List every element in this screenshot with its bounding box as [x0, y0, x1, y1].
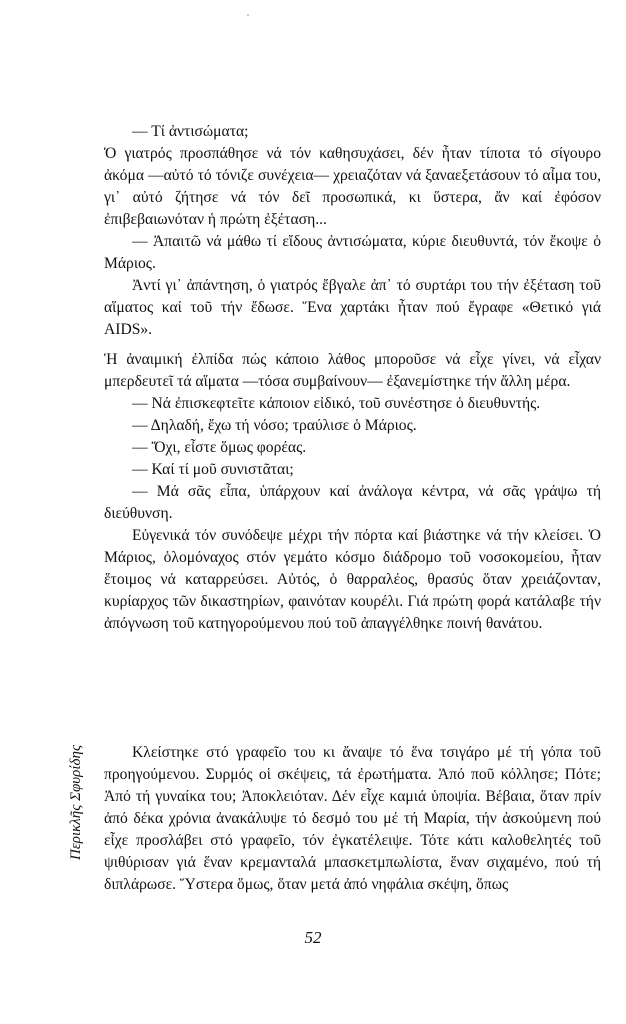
page-number: 52 — [304, 928, 322, 947]
paragraph: Κλείστηκε στό γραφεῖο του κι ἄναψε τό ἕνα τσιγάρο μέ τή γόπα τοῦ προηγούμενου. Συρμός οἱ σκέψεις, τά ἐρωτήματα. Ἀπό ποῦ κόλλησε; Πότε; Ἀπό τή γυναίκα του; Ἀποκλειόταν. Δέν εἶχε καμιά ὑποψία. Βέβαια, ὅταν πρίν ἀπό δέκα χρόνια ἀνακάλυψε τό δεσμό του μέ τή Μαρία, τήν ἀσκούμενη πού εἶχε προσλάβει στό γραφεῖο, τόν ἐγκατέλειψε. Τότε κάτι καλοθελητές τοῦ ψιθύρισαν γιά ἕναν κρεμανταλά μπασκετμπωλίστα, ἕναν σιχαμένο, πού τή διπλάρωσε. Ὕστερα ὅμως, ὅταν μετά ἀπό νηφάλια σκέψη, ὅπως — [104, 744, 601, 893]
paragraph: — Δηλαδή, ἔχω τή νόσο; τραύλισε ὁ Μάριος. — [132, 417, 417, 434]
paragraph: — Νά ἐπισκεφτεῖτε κάποιον εἰδικό, τοῦ συνέστησε ὁ διευθυντής. — [132, 395, 541, 412]
side-author-name: Περικλῆς Σφυρίδης — [68, 744, 84, 860]
paragraph: — Τί ἀντισώματα; — [132, 123, 249, 140]
paragraph: — Ὄχι, εἶστε ὅμως φορέας. — [132, 439, 307, 456]
paragraph: — Μά σᾶς εἶπα, ὑπάρχουν καί ἀνάλογα κέντρα, νά σᾶς γράψω τή διεύθυνση. — [104, 483, 601, 522]
paragraph: Ἡ ἀναιμική ἐλπίδα πώς κάποιο λάθος μποροῦσε νά εἶχε γίνει, νά εἶχαν μπερδευτεῖ τά αἵματα —τόσα συμβαίνουν— ἐξανεμίστηκε τήν ἄλλη μέρα. — [104, 351, 601, 390]
paragraph: — Καί τί μοῦ συνιστᾶται; — [132, 461, 294, 478]
paragraph: Εὐγενικά τόν συνόδεψε μέχρι τήν πόρτα καί βιάστηκε νά τήν κλείσει. Ὁ Μάριος, ὁλομόναχος στόν γεμάτο κόσμο διάδρομο τοῦ νοσοκομείου, ἦταν ἕτοιμος νά καταρρεύσει. Αὐτός, ὁ θαρραλέος, θρασύς ὅταν χρειάζονταν, κυρίαρχος τῶν δικαστηρίων, φαινόταν κουρέλι. Γιά πρώτη φορά κατάλαβε τήν ἀπόγνωση τοῦ κατηγορούμενου πού τοῦ ἀπαγγέλθηκε ποινή θανάτου. — [104, 527, 601, 632]
text-block-2 — [104, 349, 601, 635]
paragraph: Ἀντί γι᾽ ἀπάντηση, ὁ γιατρός ἔβγαλε ἀπ᾽ τό συρτάρι του τήν ἐξέταση τοῦ αἵματος καί τοῦ τήν ἔδωσε. Ἕνα χαρτάκι ἦταν πού ἔγραφε «Θετικό γιά AIDS». — [104, 277, 601, 338]
text-block-1 — [104, 121, 601, 341]
text-block-3 — [104, 742, 601, 896]
scan-speck — [247, 14, 249, 16]
paragraph: Ὁ γιατρός προσπάθησε νά τόν καθησυχάσει, δέν ἦταν τίποτα τό σίγουρο ἀκόμα —αὐτό τό τόνιζε συνέχεια— χρειαζόταν νά ξαναεξετάσουν τό αἷμα του, γι᾽ αὐτό ζήτησε νά τόν δεῖ προσωπικά, κι ὕστερα, ἄν καί ἐφόσον ἐπιβεβαιωνόταν ἡ πρώτη ἐξέταση... — [104, 145, 601, 228]
paragraph: — Ἀπαιτῶ νά μάθω τί εἴδους ἀντισώματα, κύριε διευθυντά, τόν ἔκοψε ὁ Μάριος. — [104, 233, 601, 272]
